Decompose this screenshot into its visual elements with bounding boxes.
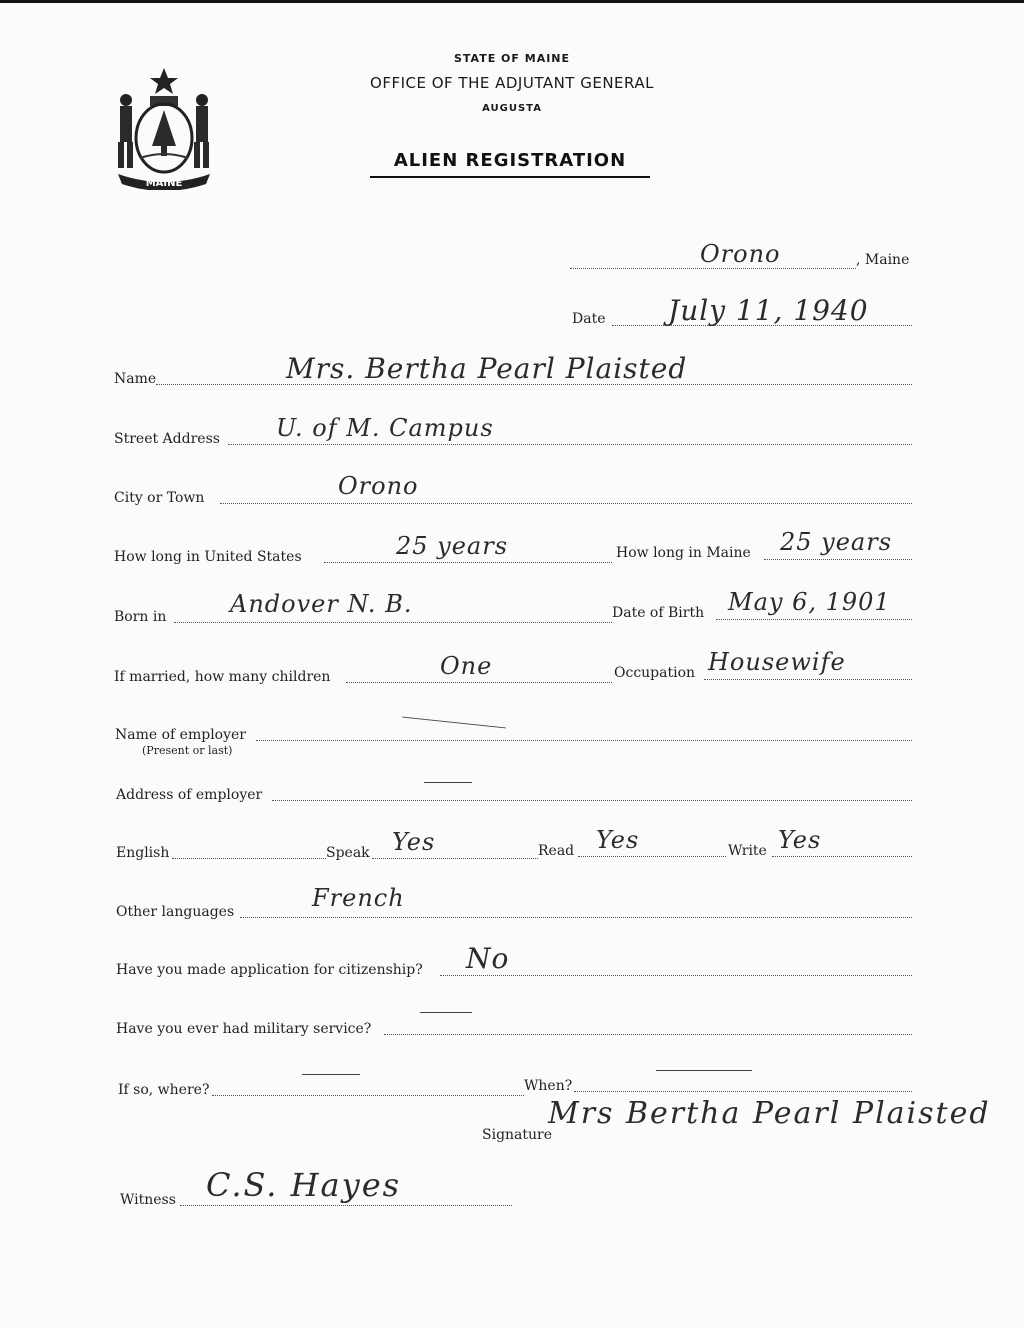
city-line [220,503,912,504]
children-value[interactable]: One [440,652,493,680]
title-underline [370,176,650,178]
dob-label: Date of Birth [612,605,705,621]
when-dash [656,1070,752,1071]
city-value[interactable]: Orono [338,472,419,500]
name-value[interactable]: Mrs. Bertha Pearl Plaisted [286,352,688,385]
maine-duration-line [764,559,912,560]
speak-line [372,858,538,859]
english-label: English [116,845,170,861]
street-label: Street Address [114,431,220,447]
read-value[interactable]: Yes [596,826,640,854]
occupation-label: Occupation [614,665,696,681]
born-value[interactable]: Andover N. B. [230,590,413,618]
witness-line [180,1205,512,1206]
employer-line [256,740,912,741]
office-heading: OFFICE OF THE ADJUTANT GENERAL [370,74,654,92]
date-label: Date [572,311,606,327]
military-dash [420,1012,472,1013]
dob-value[interactable]: May 6, 1901 [728,588,891,616]
write-line [772,856,912,857]
employer-dash [402,717,506,729]
us-duration-value[interactable]: 25 years [396,532,509,560]
speak-value[interactable]: Yes [392,828,436,856]
dob-line [716,619,912,620]
read-line [578,856,726,857]
street-value[interactable]: U. of M. Campus [276,414,494,442]
where-label: If so, where? [118,1082,210,1098]
place-value[interactable]: Orono [700,240,781,268]
city-label: City or Town [114,490,205,506]
occupation-value[interactable]: Housewife [708,648,846,676]
svg-text:MAINE: MAINE [145,178,183,189]
street-line [228,444,912,445]
city-heading: AUGUSTA [482,103,542,114]
maine-duration-label: How long in Maine [616,545,751,561]
employer-sublabel: (Present or last) [142,744,233,757]
when-line [574,1091,912,1092]
employer-address-label: Address of employer [116,787,263,803]
signature-label: Signature [482,1127,553,1143]
children-label: If married, how many children [114,669,331,685]
where-line [212,1095,524,1096]
citizenship-line [440,975,912,976]
where-dash [302,1074,360,1075]
name-label: Name [114,371,157,387]
other-languages-label: Other languages [116,904,235,920]
citizenship-label: Have you made application for citizenship? [116,962,423,978]
children-line [346,682,612,683]
born-line [174,622,612,623]
witness-label: Witness [120,1192,176,1208]
english-line [172,858,326,859]
military-line [384,1034,912,1035]
top-edge-line [0,0,1024,3]
signature-value[interactable]: Mrs Bertha Pearl Plaisted [548,1096,991,1131]
maine-duration-value[interactable]: 25 years [780,528,893,556]
born-label: Born in [114,609,167,625]
citizenship-value[interactable]: No [466,942,510,975]
when-label: When? [524,1078,573,1094]
write-label: Write [728,843,767,859]
us-duration-label: How long in United States [114,549,302,565]
military-label: Have you ever had military service? [116,1021,372,1037]
place-suffix: , Maine [856,252,910,268]
witness-value[interactable]: C.S. Hayes [206,1166,402,1204]
maine-seal-icon [110,66,218,190]
state-heading: STATE OF MAINE [453,52,571,65]
other-languages-line [240,917,912,918]
write-value[interactable]: Yes [778,826,822,854]
place-line [570,268,856,269]
speak-label: Speak [326,845,370,861]
employer-address-dash [424,782,472,783]
employer-address-line [272,800,912,801]
employer-label: Name of employer [115,727,246,743]
date-value[interactable]: July 11, 1940 [668,294,869,327]
other-languages-value[interactable]: French [312,884,405,912]
form-title: ALIEN REGISTRATION [393,150,627,171]
us-duration-line [324,562,612,563]
read-label: Read [538,843,575,859]
occupation-line [704,679,912,680]
